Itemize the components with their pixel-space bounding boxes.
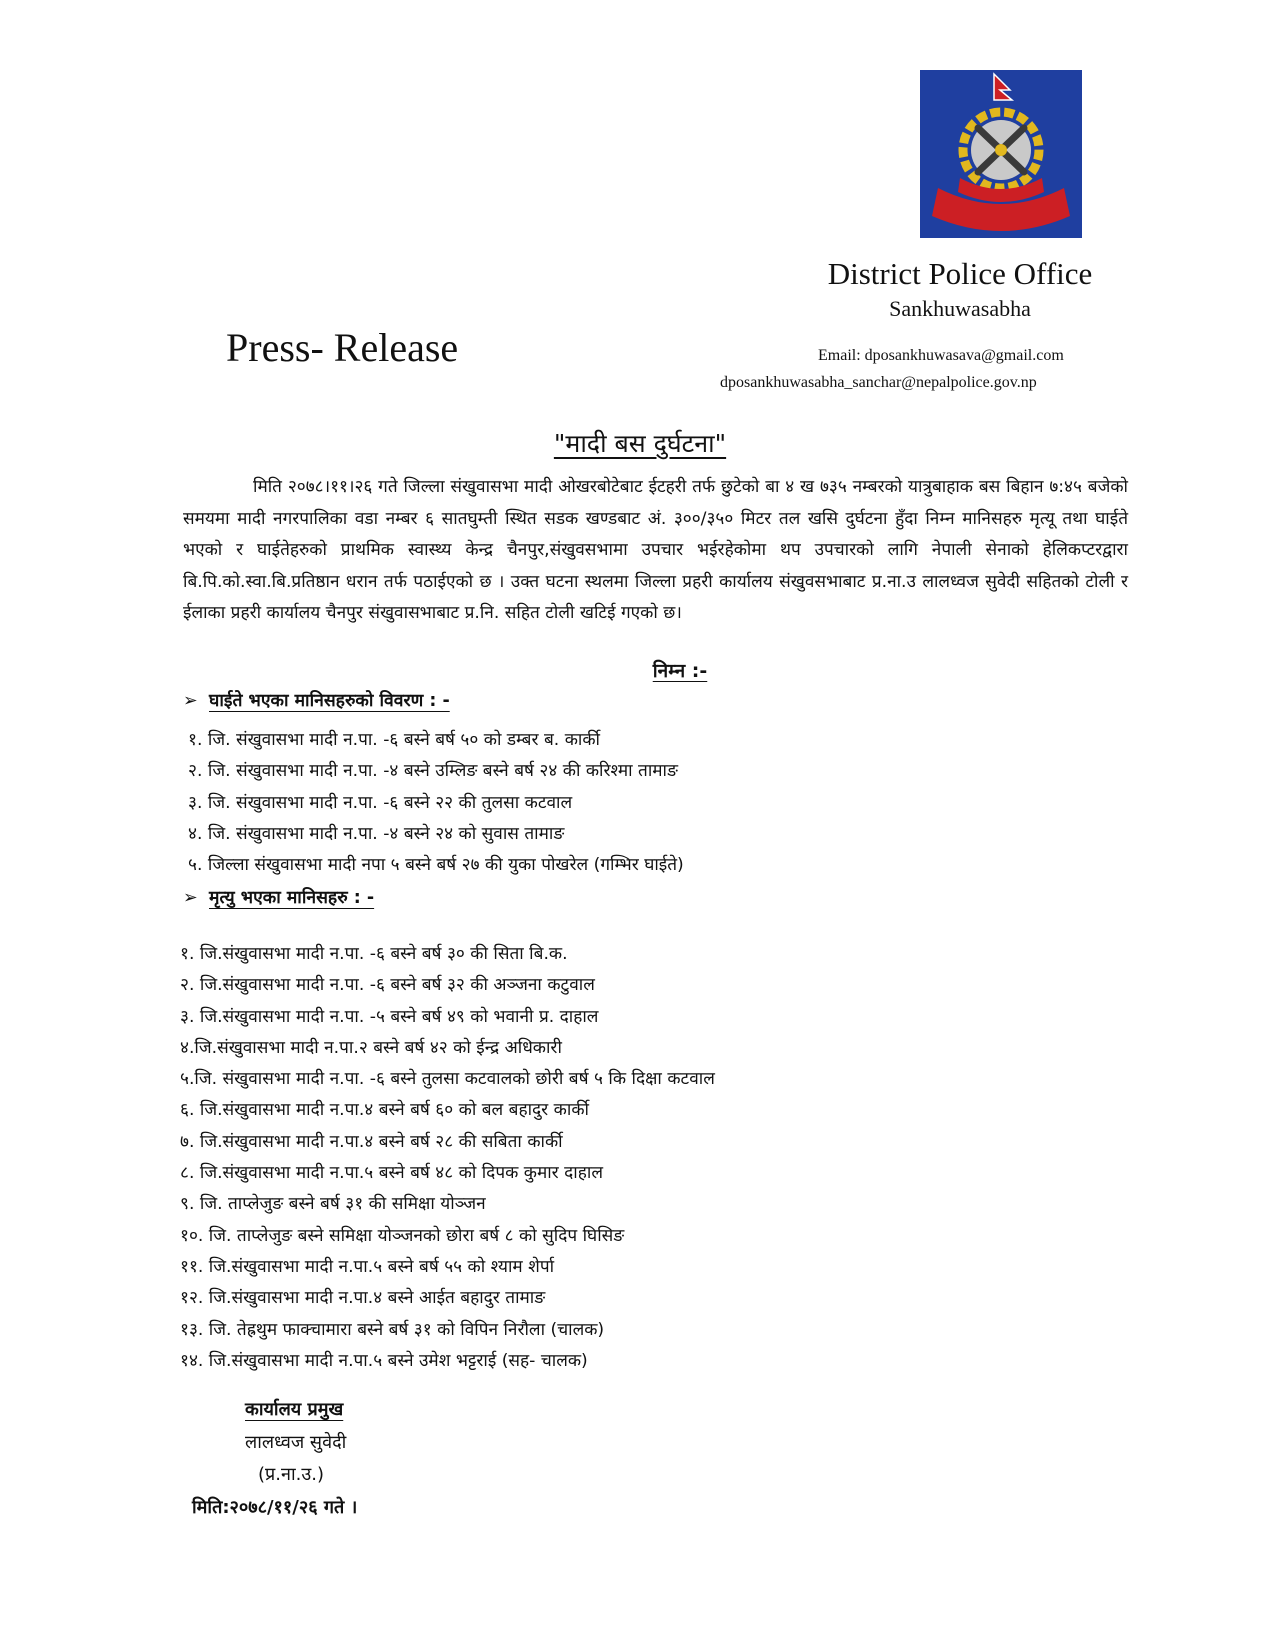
list-item: १०. जि. ताप्लेजुङ बस्ने समिक्षा योञ्जनको छोरा बर्ष ८ को सुदिप घिसिङ bbox=[180, 1225, 625, 1246]
nepal-police-logo bbox=[920, 70, 1082, 238]
list-item: १३. जि. तेह्रथुम फाक्चामारा बस्ने बर्ष ३१ को विपिन निरौला (चालक) bbox=[180, 1319, 605, 1340]
list-item: १२. जि.संखुवासभा मादी न.पा.४ बस्ने आईत बहादुर तामाङ bbox=[180, 1288, 546, 1309]
list-item: १४. जि.संखुवासभा मादी न.पा.५ बस्ने उमेश भट्टराई (सह- चालक) bbox=[180, 1350, 588, 1371]
following-label-text: निम्न :- bbox=[652, 660, 708, 682]
office-name: District Police Office bbox=[827, 256, 1093, 291]
list-item: ३. जि. संखुवासभा मादी न.पा. -६ बस्ने २२ की तुलसा कटवाल bbox=[188, 792, 573, 813]
arrow-bullet-icon: ➢ bbox=[183, 691, 198, 711]
arrow-bullet-icon: ➢ bbox=[183, 888, 198, 908]
list-item: ११. जि.संखुवासभा मादी न.पा.५ बस्ने बर्ष ५५ को श्याम शेर्पा bbox=[180, 1256, 555, 1277]
list-item: ७. जि.संखुवासभा मादी न.पा.४ बस्ने बर्ष २८ की सबिता कार्की bbox=[180, 1131, 563, 1152]
list-item: ३. जि.संखुवासभा मादी न.पा. -५ बस्ने बर्ष ४९ को भवानी प्र. दाहाल bbox=[180, 1006, 599, 1027]
headline bbox=[400, 428, 880, 460]
signatory-rank: (प्र.ना.उ.) bbox=[258, 1464, 324, 1485]
list-item: ५.जि. संखुवासभा मादी न.पा. -६ बस्ने तुलसा कटवालको छोरी बर्ष ५ कि दिक्षा कटवाल bbox=[180, 1069, 715, 1090]
list-item: ४.जि.संखुवासभा मादी न.पा.२ बस्ने बर्ष ४२ को ईन्द्र अधिकारी bbox=[180, 1037, 562, 1058]
injured-section-heading bbox=[183, 688, 450, 714]
following-label bbox=[560, 658, 800, 684]
body-paragraph: मिति २०७८।११।२६ गते जिल्ला संखुवासभा मादी ओखरबोटेबाट ईटहरी तर्फ छुटेको बा ४ ख ७३५ नम्बरको यात्रुबाहाक बस बिहान ७:४५ बजेको समयमा मादी नगरपालिका वडा नम्बर ६ सातघुम्ती स्थित सडक खण्डबाट अं. ३००/३५० मिटर तल खसि दुर्घटना हुँदा निम्न मानिसहरु मृत्यू तथा घाईते भएको र घाईतेहरुको प्राथमिक स्वास्थ्य केन्द्र चैनपुर,संखुवसभामा उपचार भईरहेकोमा थप उपचारको लागि नेपाली सेनाको हेलिकप्टरद्वारा बि.पि.को.स्वा.बि.प्रतिष्ठान धरान तर्फ पठाईएको छ । उक्त घटना स्थलमा जिल्ला प्रहरी कार्यालय संखुवसभाबाट प्र.ना.उ लालध्वज सुवेदी सहितको टोली र ईलाका प्रहरी कार्यालय चैनपुर संखुवासभाबाट प्र.नि. सहित टोली खटिई गएको छ। bbox=[183, 477, 1128, 623]
list-item: ४. जि. संखुवासभा मादी न.पा. -४ बस्ने २४ को सुवास तामाङ bbox=[188, 823, 565, 844]
document-type-title: Press- Release bbox=[226, 325, 459, 370]
list-item: १. जि.संखुवासभा मादी न.पा. -६ बस्ने बर्ष ३० की सिता बि.क. bbox=[180, 944, 568, 964]
list-item: २. जि. संखुवासभा मादी न.पा. -४ बस्ने उम्लिङ बस्ने बर्ष २४ की करिश्मा तामाङ bbox=[188, 761, 678, 782]
signatory-title: कार्यालय प्रमुख bbox=[245, 1399, 344, 1420]
deceased-section-heading bbox=[183, 885, 374, 911]
deceased-heading-text: मृत्यु भएका मानिसहरु : - bbox=[209, 888, 375, 908]
injured-heading-text: घाईते भएका मानिसहरुको विवरण : - bbox=[209, 691, 450, 711]
issue-date: मिति:२०७८/११/२६ गते । bbox=[192, 1497, 358, 1518]
nepal-police-emblem-icon bbox=[920, 70, 1082, 238]
list-item: ६. जि.संखुवासभा मादी न.पा.४ बस्ने बर्ष ६० को बल बहादुर कार्की bbox=[180, 1100, 589, 1121]
injured-list bbox=[188, 725, 684, 881]
list-item: २. जि.संखुवासभा मादी न.पा. -६ बस्ने बर्ष ३२ की अञ्जना कटुवाल bbox=[180, 975, 595, 996]
signatory-name: लालध्वज सुवेदी bbox=[245, 1432, 347, 1453]
list-item: ९. जि. ताप्लेजुङ बस्ने बर्ष ३१ की समिक्षा योञ्जन bbox=[180, 1194, 486, 1215]
deceased-list bbox=[180, 939, 715, 1377]
list-item: १. जि. संखुवासभा मादी न.पा. -६ बस्ने बर्ष ५० को डम्बर ब. कार्की bbox=[188, 730, 600, 750]
list-item: ५. जिल्ला संखुवासभा मादी नपा ५ बस्ने बर्ष २७ की युका पोखरेल (गम्भिर घाईते) bbox=[188, 855, 684, 876]
email-secondary[interactable]: dposankhuwasabha_sanchar@nepalpolice.gov.np bbox=[720, 374, 1037, 391]
email-primary[interactable]: Email: dposankhuwasava@gmail.com bbox=[818, 347, 1064, 364]
list-item: ८. जि.संखुवासभा मादी न.पा.५ बस्ने बर्ष ४८ को दिपक कुमार दाहाल bbox=[180, 1163, 603, 1184]
office-district: Sankhuwasabha bbox=[889, 296, 1031, 321]
headline-text: "मादी बस दुर्घटना" bbox=[553, 429, 727, 458]
